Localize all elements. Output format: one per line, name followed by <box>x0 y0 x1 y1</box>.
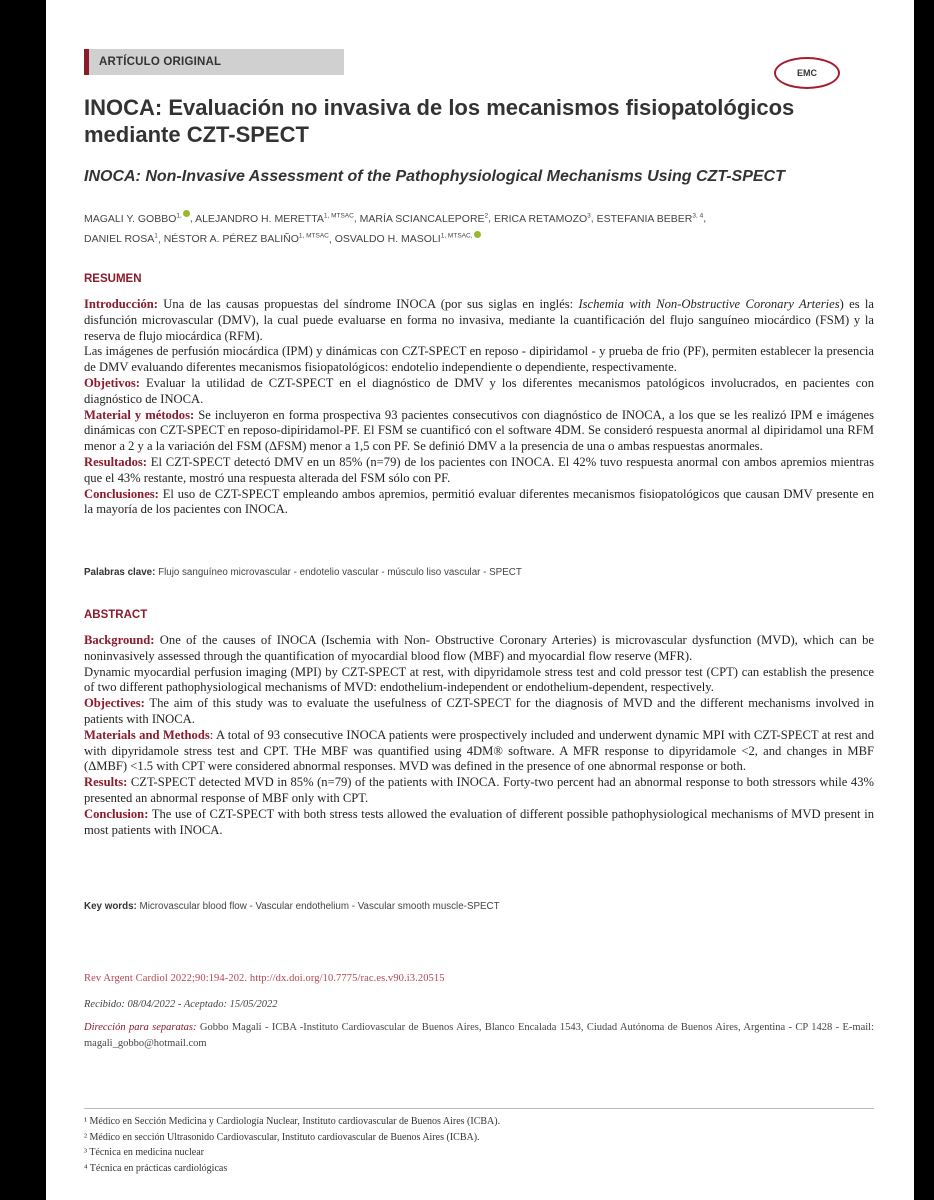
author: NÉSTOR A. PÉREZ $BALIÑO^{1, MTSAC}$ <box>163 232 329 245</box>
abstract-background-p2: Dynamic myocardial perfusion imaging (MPI) by CZT-SPECT at rest, with dipyridamole stress test and cold pressor test (CPT) can establish the presence of two different pathophysiological mechanisms of MVD: endothelium-independent or endothelium-dependent, respectively. <box>84 664 874 695</box>
abstract-background: Background: One of the causes of INOCA (Ischemia with Non- Obstructive Coronary Arteries) is microvascular dysfunction (MVD), which can be noninvasively assessed through the quantification of myocardial blood flow (MBF) and myocardial flow reserve (MFR). <box>84 633 874 663</box>
author: MAGALI Y. $GOBBO^{1,}$ <box>84 213 190 225</box>
resumen-objetivos: Objetivos: Evaluar la utilidad de CZT-SPECT en el diagnóstico de DMV y los diferentes mecanismos patológicos involucrados, en pacientes con diagnóstico de INOCA. <box>84 375 874 406</box>
author: ERICA RETAMOZO$^3$ <box>494 212 591 225</box>
emc-logo: EMC <box>774 57 840 89</box>
received-dates: Recibido: 08/04/2022 - Aceptado: 15/05/2022 <box>84 999 278 1010</box>
article-title: INOCA: Evaluación no invasiva de los mecanismos fisiopatológicos mediante CZT-SPECT <box>84 95 795 147</box>
abstract-conclusion: Conclusion: The use of CZT-SPECT with both stress tests allowed the evaluation of different possible pathophysiological mechanisms of MVD present in most patients with INOCA. <box>84 806 874 837</box>
abstract-body <box>84 633 874 838</box>
footnote: ² Médico en sección Ultrasonido Cardiovascular, Instituto cardiovascular de Buenos Aires (ICBA). <box>84 1131 480 1143</box>
section-badge: ARTÍCULO ORIGINAL <box>84 49 344 75</box>
author-list: MAGALI Y. $GOBBO^{1,}$ , ALEJANDRO H. $MERETTA^{1, MTSAC}$, MARÍA SCIANCALEPORE$^2$, ERICA RETAMOZO$^3$, ESTEFANIA BEBER$^{3, 4}$, DANIEL ROSA$^1$, NÉSTOR A. PÉREZ $BALIÑO^{1, MTSAC}$, OSVALDO H. $MASOLI^{1, MTSAC,}$ <box>84 212 707 245</box>
abstract-methods: Materials and Methods: A total of 93 consecutive INOCA patients were prospectively included and underwent dynamic MPI with CZT-SPECT at rest and with dipyridamole stress test and CPT. THe MBF was quantified using 4DM® software. A MFR response to dipyridamole <2, and changes in MBF (ΔMBF) <1.5 with CPT were considered abnormal responses. MVD was defined in the presence of one abnormal response or both. <box>84 727 874 774</box>
citation-doi-link[interactable]: Rev Argent Cardiol 2022;90:194-202. http://dx.doi.org/10.7775/rac.es.v90.i3.20515 <box>84 973 445 984</box>
footnote: ¹ Médico en Sección Medicina y Cardiología Nuclear, Instituto cardiovascular de Buenos Aires (ICBA). <box>84 1116 501 1127</box>
abstract-heading: ABSTRACT <box>84 609 148 621</box>
author: ALEJANDRO H. $MERETTA^{1, MTSAC}$ <box>195 212 354 225</box>
abstract-results: Results: CZT-SPECT detected MVD in 85% (n=79) of the patients with INOCA. Forty-two percent had an abnormal response to both stressors while 43% presented an abnormal response of MBF only with CPT. <box>84 775 874 805</box>
abstract-objectives: Objectives: The aim of this study was to evaluate the usefulness of CZT-SPECT for the diagnosis of MVD and the different mechanisms involved in patients with INOCA. <box>84 696 874 726</box>
orcid-icon[interactable] <box>183 210 190 217</box>
article-page <box>46 0 914 1200</box>
author: OSVALDO H. $MASOLI^{1, MTSAC,}$ <box>335 233 481 245</box>
footnote-divider <box>84 1108 874 1109</box>
resumen-intro: Introducción: Una de las causas propuestas del síndrome INOCA (por sus siglas en inglés: Ischemia with Non-Obstructive Coronary Arteries) es la disfunción microvascular (DMV), la cual puede evaluarse en forma no invasiva, mediante la cuantificación del flujo sanguíneo miocárdico (FSM) y la reserva de flujo miocárdica (RFM). <box>84 297 874 343</box>
affiliation-footnotes <box>84 1114 874 1176</box>
resumen-resultados: Resultados: El CZT-SPECT detectó DMV en un 85% (n=79) de los pacientes con INOCA. El 42% tuvo respuesta anormal con ambos apremios mientras que el 43% restante, mostró una respuesta alterada del FSM sólo con PF. <box>84 454 874 485</box>
resumen-body <box>84 297 874 518</box>
footnote: ³ Técnica en medicina nuclear <box>84 1147 204 1159</box>
resumen-conclusiones: Conclusiones: El uso de CZT-SPECT empleando ambos apremios, permitió evaluar diferentes mecanismos fisiopatológicos que causan DMV presente en la mayoría de los pacientes con INOCA. <box>84 486 874 517</box>
author: MARÍA SCIANCALEPORE$^2$ <box>359 212 489 225</box>
palabras-clave: Palabras clave: Flujo sanguíneo microvascular - endotelio vascular - músculo liso vascular - SPECT <box>84 567 522 578</box>
key-words: Key words: Microvascular blood flow - Vascular endothelium - Vascular smooth muscle-SPECT <box>84 901 500 912</box>
author: DANIEL ROSA$^1$ <box>84 232 158 245</box>
orcid-icon[interactable] <box>474 231 481 238</box>
correspondence-address: Dirección para separatas: Gobbo Magali - ICBA -Instituto Cardiovascular de Buenos Aires, Blanco Encalada 1543, Ciudad Autónoma de Buenos Aires, Argentina - CP 1428 - E-mail: magali_gobbo@hotmail.com <box>84 1022 874 1049</box>
author: ESTEFANIA BEBER$^{3, 4}$ <box>596 212 704 225</box>
article-subtitle: INOCA: Non-Invasive Assessment of the Pathophysiological Mechanisms Using CZT-SPECT <box>84 168 785 185</box>
resumen-intro-p2: Las imágenes de perfusión miocárdica (IPM) y dinámicas con CZT-SPECT en reposo - dipiridamol - y prueba de frio (PF), permiten establecer la presencia de DMV evaluando diferentes mecanismos fisiopatológicos: endotelio independiente o dependiente, respectivamente. <box>84 344 874 375</box>
resumen-metodos: Material y métodos: Se incluyeron en forma prospectiva 93 pacientes consecutivos con diagnóstico de INOCA, a los que se les realizó IPM e imágenes dinámicas con CZT-SPECT en reposo-dipiridamol-PF. El FSM se cuantificó con el software 4DM. Se consideró respuesta anormal al dipiridamol una RFM menor a 2 y a la variación del FSM (ΔFSM) menor a 1,5 con PF. Se definió DMV a la presencia de una o ambas respuestas anormales. <box>84 407 874 454</box>
footnote: ⁴ Técnica en prácticas cardiológicas <box>84 1162 228 1174</box>
resumen-heading: RESUMEN <box>84 273 142 285</box>
